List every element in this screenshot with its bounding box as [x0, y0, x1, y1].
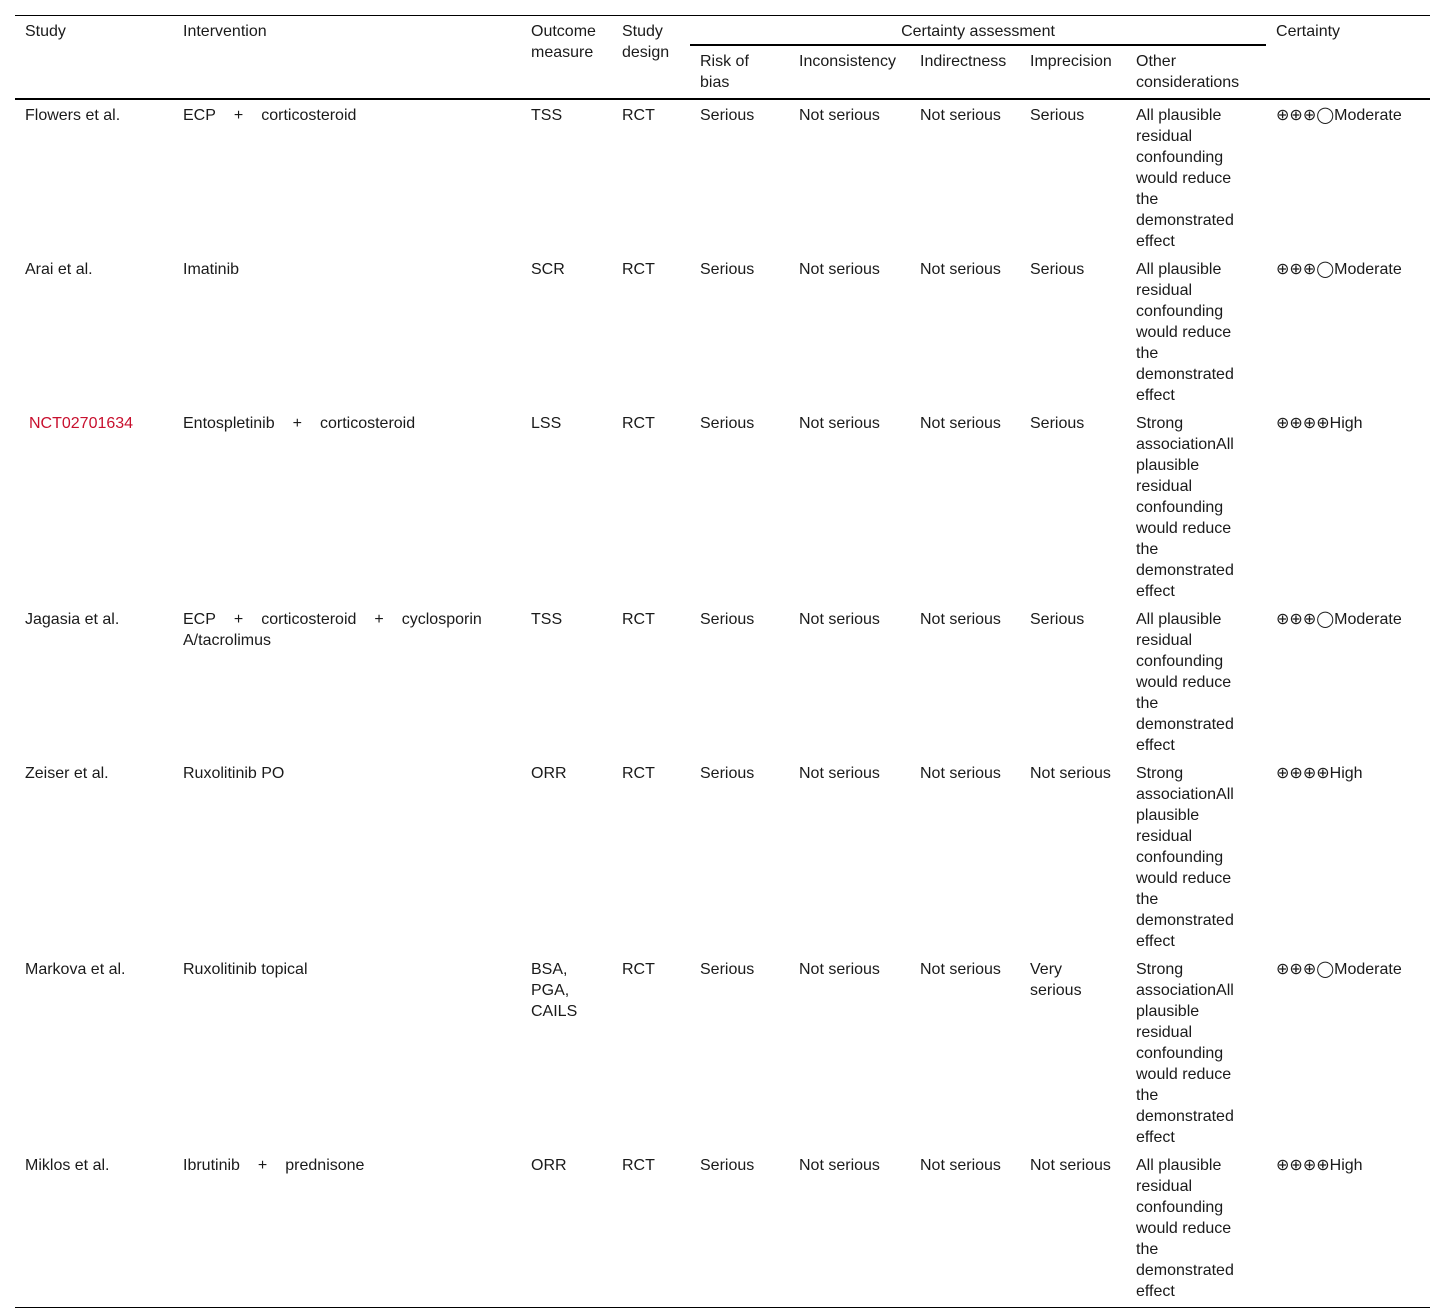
certainty-cell: ⊕⊕⊕◯Moderate — [1276, 107, 1402, 124]
intervention-term: corticosteroid — [261, 611, 357, 628]
indirectness-cell: Not serious — [920, 961, 1001, 978]
study-cell — [15, 408, 173, 604]
grade-evidence-table — [15, 15, 1430, 1308]
study-cell — [15, 604, 173, 758]
intervention-cell — [173, 99, 521, 254]
intervention-term: Entospletinib — [183, 415, 275, 432]
study-design-cell: RCT — [622, 415, 655, 432]
study-cell — [15, 99, 173, 254]
inconsistency-cell: Not serious — [789, 1150, 910, 1308]
study-name: Flowers et al. — [25, 107, 121, 124]
header-other-considerations: Other considerations — [1126, 45, 1266, 99]
risk-of-bias-cell: Serious — [700, 415, 755, 432]
intervention-term: ECP — [183, 611, 216, 628]
plus-sign: + — [233, 107, 244, 124]
header-risk-of-bias: Risk of bias — [690, 45, 789, 99]
imprecision-cell: Serious — [1030, 261, 1085, 278]
plus-sign: + — [292, 415, 302, 432]
intervention-term: Ibrutinib — [183, 1157, 240, 1174]
header-imprecision: Imprecision — [1020, 45, 1126, 99]
other-considerations-cell: All plausible residual confounding would reduce the demonstrated effect — [1126, 1150, 1266, 1308]
other-considerations-cell: Strong associationAll plausible residual confounding would reduce the demonstrated effect — [1136, 415, 1234, 600]
intervention-term: ECP — [183, 107, 216, 124]
risk-of-bias-cell: Serious — [700, 611, 755, 628]
table-row — [15, 99, 1430, 254]
table-row — [15, 954, 1430, 1150]
intervention-cell — [173, 1150, 521, 1308]
header-indirectness: Indirectness — [910, 45, 1020, 99]
intervention-cell — [173, 954, 521, 1150]
header-certainty: Certainty — [1266, 16, 1430, 100]
other-considerations-cell: All plausible residual confounding would reduce the demonstrated effect — [1136, 611, 1234, 754]
risk-of-bias-cell: Serious — [700, 261, 755, 278]
inconsistency-cell: Not serious — [799, 765, 880, 782]
imprecision-cell: Very serious — [1030, 961, 1082, 999]
risk-of-bias-cell: Serious — [700, 765, 755, 782]
indirectness-cell: Not serious — [920, 765, 1001, 782]
intervention-cell — [173, 408, 521, 604]
certainty-cell: ⊕⊕⊕⊕High — [1276, 765, 1363, 782]
header-inconsistency: Inconsistency — [789, 45, 910, 99]
certainty-cell: ⊕⊕⊕⊕High — [1276, 415, 1363, 432]
indirectness-cell: Not serious — [920, 261, 1001, 278]
intervention-term: prednisone — [285, 1157, 365, 1174]
other-considerations-cell: All plausible residual confounding would reduce the demonstrated effect — [1136, 261, 1234, 404]
other-considerations-cell: Strong associationAll plausible residual confounding would reduce the demonstrated effect — [1136, 765, 1234, 950]
intervention-term: corticosteroid — [261, 107, 357, 124]
intervention-term: Ruxolitinib topical — [183, 961, 308, 978]
study-design-cell: RCT — [622, 611, 655, 628]
header-certainty-assessment: Certainty assessment — [690, 16, 1266, 46]
study-cell — [15, 758, 173, 954]
outcome-measure-cell: BSA, PGA, CAILS — [531, 961, 578, 1020]
certainty-cell: ⊕⊕⊕◯Moderate — [1276, 261, 1402, 278]
imprecision-cell: Serious — [1030, 415, 1085, 432]
risk-of-bias-cell: Serious — [700, 961, 755, 978]
imprecision-cell: Not serious — [1030, 765, 1111, 782]
table-body — [15, 99, 1430, 1308]
intervention-term: cyclosporin A/tacrolimus — [183, 611, 482, 649]
intervention-term: Ruxolitinib PO — [183, 765, 285, 782]
study-name: Miklos et al. — [25, 1157, 110, 1174]
header-study: Study — [15, 16, 173, 100]
study-design-cell: RCT — [622, 261, 655, 278]
study-design-cell: RCT — [612, 1150, 690, 1308]
outcome-measure-cell: TSS — [531, 611, 563, 628]
intervention-term: corticosteroid — [319, 415, 416, 432]
intervention-cell — [173, 758, 521, 954]
risk-of-bias-cell: Serious — [690, 1150, 789, 1308]
intervention-cell — [173, 604, 521, 758]
study-design-cell: RCT — [622, 765, 655, 782]
outcome-measure-cell: SCR — [531, 261, 565, 278]
inconsistency-cell: Not serious — [799, 415, 880, 432]
risk-of-bias-cell: Serious — [700, 107, 755, 124]
inconsistency-cell: Not serious — [799, 611, 880, 628]
indirectness-cell: Not serious — [920, 415, 1001, 432]
study-name: Arai et al. — [25, 261, 93, 278]
intervention-term: Imatinib — [183, 261, 240, 278]
imprecision-cell: Serious — [1030, 611, 1085, 628]
header-study-design: Study design — [612, 16, 690, 100]
study-design-cell: RCT — [622, 107, 655, 124]
header-outcome-measure: Outcome measure — [521, 16, 612, 100]
certainty-cell: ⊕⊕⊕⊕High — [1266, 1150, 1430, 1308]
certainty-cell: ⊕⊕⊕◯Moderate — [1276, 961, 1402, 978]
study-name: Markova et al. — [25, 961, 126, 978]
table-row — [15, 758, 1430, 954]
study-design-cell: RCT — [622, 961, 655, 978]
outcome-measure-cell: LSS — [531, 415, 562, 432]
study-cell — [15, 1150, 173, 1308]
table-row — [15, 408, 1430, 604]
other-considerations-cell: Strong associationAll plausible residual confounding would reduce the demonstrated effect — [1136, 961, 1234, 1146]
table-row — [15, 254, 1430, 408]
study-cell — [15, 954, 173, 1150]
outcome-measure-cell: TSS — [531, 107, 563, 124]
other-considerations-cell: All plausible residual confounding would reduce the demonstrated effect — [1136, 107, 1234, 250]
inconsistency-cell: Not serious — [799, 261, 880, 278]
imprecision-cell: Not serious — [1020, 1150, 1126, 1308]
certainty-cell: ⊕⊕⊕◯Moderate — [1276, 611, 1402, 628]
study-name: Zeiser et al. — [25, 765, 109, 782]
imprecision-cell: Serious — [1030, 107, 1085, 124]
study-name: Jagasia et al. — [25, 611, 120, 628]
intervention-cell — [173, 254, 521, 408]
study-cell — [15, 254, 173, 408]
plus-sign: + — [257, 1157, 268, 1174]
inconsistency-cell: Not serious — [799, 107, 880, 124]
inconsistency-cell: Not serious — [799, 961, 880, 978]
indirectness-cell: Not serious — [920, 107, 1001, 124]
indirectness-cell: Not serious — [920, 611, 1001, 628]
header-row — [15, 16, 1430, 46]
outcome-measure-cell: ORR — [531, 765, 567, 782]
table-row — [15, 604, 1430, 758]
study-link[interactable]: NCT02701634 — [29, 415, 134, 432]
plus-sign: + — [374, 611, 384, 628]
indirectness-cell: Not serious — [910, 1150, 1020, 1308]
outcome-measure-cell: ORR — [521, 1150, 612, 1308]
header-intervention: Intervention — [173, 16, 521, 100]
table-row — [15, 1150, 1430, 1308]
plus-sign: + — [233, 611, 244, 628]
